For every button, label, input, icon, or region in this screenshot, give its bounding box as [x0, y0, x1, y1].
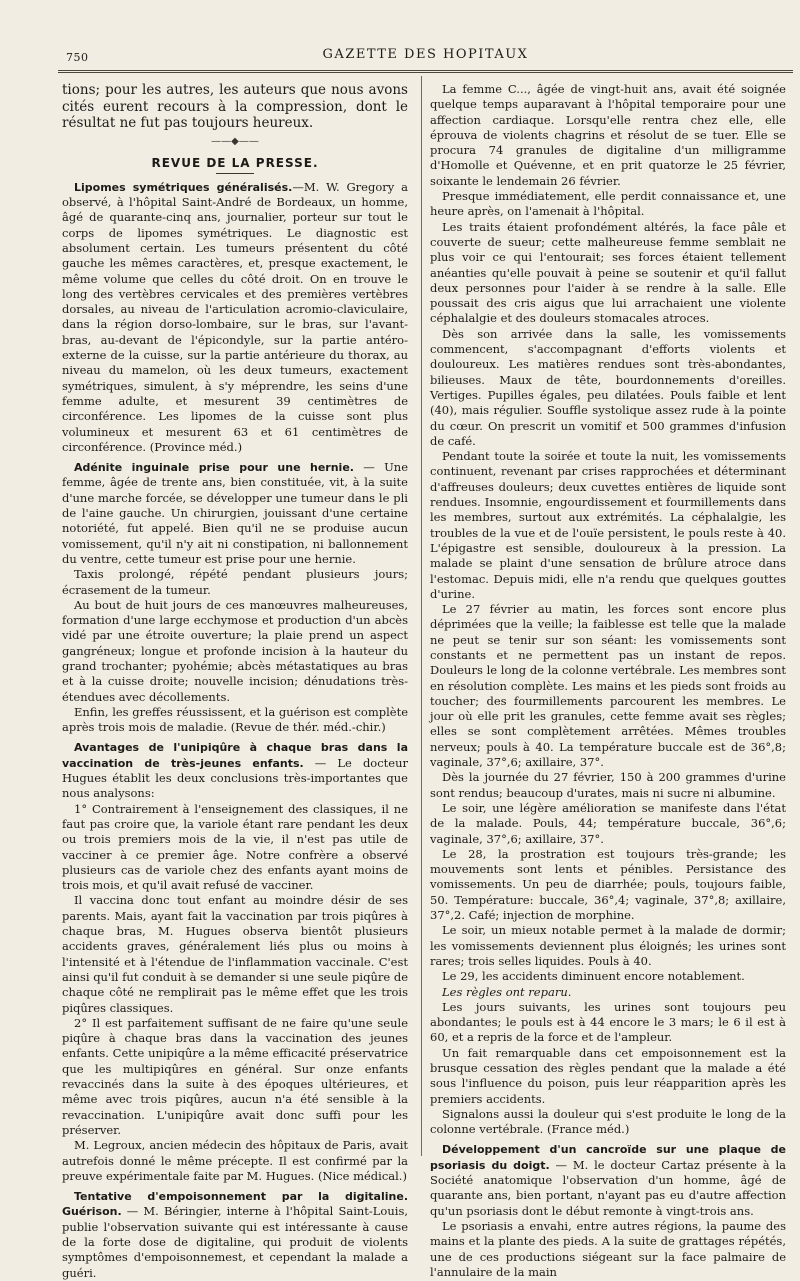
left-column: [62, 82, 408, 1281]
page-number: 750: [66, 51, 89, 64]
paragraph: Dès son arrivée dans la salle, les vomissements commencent, s'accompagnant d'efforts violents et douloureux. Les matières rendues sont très-abondantes, bilieuses. Maux de tête, bourdonnements d'oreilles. Vertiges. Pupilles égales, peu dilatées. Pouls faible et lent (40), mais régulier. Souffle systolique assez rude à la pointe du cœur. On prescrit un vomitif et 500 grammes d'infusion de café.: [430, 326, 786, 448]
paragraph: Signalons aussi la douleur qui s'est produite le long de la colonne vertébrale. (France méd.): [430, 1106, 786, 1137]
article-title: Adénite inguinale prise pour une hernie.: [74, 461, 354, 475]
paragraph: Un fait remarquable dans cet empoisonnement est la brusque cessation des règles pendant que la malade a été sous l'influence du poison, puis leur réapparition après les premiers accidents.: [430, 1045, 786, 1106]
column-divider: [421, 76, 422, 1156]
article-title: Tentative d'empoisonnement par la digitaline. Guérison.: [62, 1190, 408, 1219]
paragraph: Dès la journée du 27 février, 150 à 200 grammes d'urine sont rendus; beaucoup d'urates, mais ni sucre ni albumine.: [430, 770, 786, 800]
article-text: — M. Béringier, interne à l'hôpital Saint-Louis, publie l'observation suivante qui est intéressante à cause de la forte dose de digitaline, qui produit de violents symptômes d'empoisonnemest, et cependant la malade a guéri.: [62, 1204, 408, 1280]
paragraph: Taxis prolongé, répété pendant plusieurs jours; écrasement de la tumeur.: [62, 567, 408, 597]
article-text: —M. W. Gregory a observé, à l'hôpital Saint-André de Bordeaux, un homme, âgé de quarante-cinq ans, journalier, porteur sur tout le corps de lipomes symétriques. Le diagnostic est absolument certain. Les tumeurs présentent du côté gauche les mêmes caractères, et, presque exactement, le même volume que celles du côté droit. On en trouve le long des vertèbres cervicales et des premières vertèbres dorsales, au niveau de l'articulation acromio-claviculaire, dans la région dorso-lombaire, sur le bras, sur l'avant-bras, au-devant de l'épicondyle, sur la partie antéro-externe de la cuisse, sur la partie antérieure du thorax, au niveau du mamelon, où les deux tumeurs, exactement symétriques, simulent, à s'y méprendre, les seins d'une femme adulte, et mesurent 39 centimètres de circonférence. Les lipomes de la cuisse sont plus volumineux et mesurent 63 et 61 centimètres de circonférence. (Province méd.): [62, 179, 408, 454]
intro-paragraph: tions; pour les autres, les auteurs que nous avons cités eurent recours à la compression, dont le résultat ne fut pas toujours heureux.: [62, 82, 408, 131]
paragraph: 2° Il est parfaitement suffisant de ne faire qu'une seule piqûre à chaque bras dans la vaccination des jeunes enfants. Cette unipiqûre a la même efficacité préservatrice que les multipiqûres en général. Sur onze enfants revaccinés dans la suite à des époques ultérieures, et même avec trois piqûres, aucun n'a été sensible à la revaccination. L'unipiqûre avait donc suffi pour les préserver.: [62, 1015, 408, 1137]
paragraph: Les jours suivants, les urines sont toujours peu abondantes; le pouls est à 44 encore le 3 mars; le 6 il est à 60, et a repris de la force et de l'ampleur.: [430, 999, 786, 1045]
article-adenite: [62, 460, 408, 567]
article-title: Développement d'un cancroïde sur une plaque de psoriasis du doigt.: [430, 1143, 786, 1172]
article-text: — M. le docteur Cartaz présente à la Société anatomique l'observation d'un homme, âgé de quarante ans, bien portant, n'ayant pas eu d'autre affection qu'un psoriasis dont le début remonte à vingt-trois ans.: [430, 1157, 786, 1218]
paragraph: Le psoriasis a envahi, entre autres régions, la paume des mains et la plante des pieds. A la suite de grattages répétés, une de ces productions siégeant sur la face palmaire de l'annulaire de la main: [430, 1218, 786, 1279]
article-title: Lipomes symétriques généralisés.: [74, 180, 293, 194]
article-lipomes: [62, 180, 408, 455]
article-text: — Une femme, âgée de trente ans, bien constituée, vit, à la suite d'une marche forcée, se développer une tumeur dans le pli de l'aine gauche. Un chirurgien, jouissant d'une certaine notoriété, fut appelé. Bien qu'il ne se produise aucun vomissement, qu'il n'y ait ni constipation, ni ballonnement du ventre, cette tumeur est prise pour une hernie.: [62, 460, 408, 566]
page-header: [58, 43, 793, 69]
section-rule: [216, 173, 254, 174]
paragraph: Le 28, la prostration est toujours très-grande; les mouvements sont lents et pénibles. Persistance des vomissements. Un peu de diarrhée; pouls, toujours faible, 50. Température: buccale, 36°,4; vaginale, 37°,8; axillaire, 37°,2. Café; injection de morphine.: [430, 846, 786, 923]
paragraph: 1° Contrairement à l'enseignement des classiques, il ne faut pas croire que, la variole étant rare pendant les deux ou trois premiers mois de la vie, il n'est pas utile de vacciner à ce premier âge. Notre confrère a observé plusieurs cas de variole chez des enfants ayant moins de trois mois, et qu'il avait refusé de vacciner.: [62, 801, 408, 893]
paragraph: La femme C..., âgée de vingt-huit ans, avait été soignée quelque temps auparavant à l'hôpital temporaire pour une affection cardiaque. Lorsqu'elle rentra chez elle, elle éprouva de violents chagrins et résolut de se tuer. Elle se procura 74 granules de digitaline d'un milligramme d'Homolle et Quévenne, et en prit quatorze le 25 février, soixante le lendemain 26 février.: [430, 82, 786, 188]
paragraph: Les règles ont reparu.: [442, 984, 572, 999]
paragraph: Pendant toute la soirée et toute la nuit, les vomissements continuent, revenant par crises rapprochées et déterminant d'affreuses douleurs; deux cuvettes entières de liquide sont rendues. Insomnie, engourdissement et fourmillements dans les membres, surtout aux extrémités. La céphalalgie, les troubles de la vue et de l'ouïe persistent, le pouls reste à 40. L'épigastre est sensible, douloureux à la pression. La malade se plaint d'une sensation de brûlure atroce dans l'estomac. Depuis midi, elle n'a rendu que quelques gouttes d'urine.: [430, 449, 786, 601]
section-title: REVUE DE LA PRESSE.: [151, 155, 319, 170]
paragraph: Le 27 février au matin, les forces sont encore plus déprimées que la veille; la faiblesse est telle que la malade ne peut se tenir sur son séant: les vomissements sont constants et ne permettent pas un instant de repos. Douleurs le long de la colonne vertébrale. Les membres sont en résolution complète. Les mains et les pieds sont froids au toucher; des fourmillements parcourent les membres. Le jour où elle prit les granules, cette femme avait ses règles; elles se sont complètement arrêtées. Mêmes troubles nerveux; pouls à 40. La température buccale est de 36°,8; vaginale, 37°,6; axillaire, 37°.: [430, 602, 786, 770]
paragraph: Le 29, les accidents diminuent encore notablement.: [442, 969, 745, 984]
paragraph: Enfin, les greffes réussissent, et la guérison est complète après trois mois de maladie. (Revue de thér. méd.-chir.): [62, 704, 408, 735]
header-rule: [58, 70, 793, 73]
ornament-separator: ——◆——: [211, 135, 259, 147]
paragraph: Le soir, une légère amélioration se manifeste dans l'état de la malade. Pouls, 44; température buccale, 36°,6; vaginale, 37°,6; axillaire, 37°.: [430, 800, 786, 846]
paragraph: Le soir, un mieux notable permet à la malade de dormir; les vomissements deviennent plus éloignés; les urines sont rares; trois selles liquides. Pouls à 40.: [430, 923, 786, 968]
paragraph: M. Legroux, ancien médecin des hôpitaux de Paris, avait autrefois donné le même précepte. Il est confirmé par la preuve expérimentale faite par M. Hugues. (Nice médical.): [62, 1138, 408, 1183]
paragraph: Il vaccina donc tout enfant au moindre désir de ses parents. Mais, ayant fait la vaccination par trois piqûres à chaque bras, M. Hugues observa bientôt plusieurs accidents graves, généralement liés plus ou moins à l'intensité et à l'étendue de l'inflammation vaccinale. C'est ainsi qu'il fut conduit à se demander si une seule piqûre de chaque côté ne remplirait pas le même effet que les trois piqûres classiques.: [62, 893, 408, 1015]
right-column: [430, 82, 786, 1280]
article-title: Avantages de l'unipiqûre à chaque bras dans la vaccination de très-jeunes enfants.: [62, 741, 408, 770]
article-vaccination: [62, 740, 408, 801]
paragraph: Les traits étaient profondément altérés, la face pâle et couverte de sueur; cette malheureuse femme semblait ne plus voir ce qui l'entourait; ses forces étaient tellement anéanties qu'elle pouvait à peine se soutenir et qu'il fallut deux personnes pour l'aider à se rendre à la salle. Elle poussait des cris aigus que lui arrachaient une violente céphalalgie et des douleurs stomacales atroces.: [430, 219, 786, 326]
journal-title: GAZETTE DES HOPITAUX: [322, 47, 529, 62]
paragraph: Presque immédiatement, elle perdit connaissance et, une heure après, on l'amenait à l'hôpital.: [430, 189, 786, 219]
article-text: — Le docteur Hugues établit les deux conclusions très-importantes que nous analysons:: [62, 755, 408, 801]
paragraph: Au bout de huit jours de ces manœuvres malheureuses, formation d'une large ecchymose et production d'un abcès vidé par une étroite ouverture; la plaie prend un aspect gangréneux; longue et profonde incision à la hauteur du grand trochanter; pyohémie; abcès métastatiques au bras et à la cuisse droite; nouvelle incision; dénudations très-étendues avec décollements.: [62, 597, 408, 704]
article-digitaline: [62, 1189, 408, 1281]
article-cancroide: [430, 1142, 786, 1218]
